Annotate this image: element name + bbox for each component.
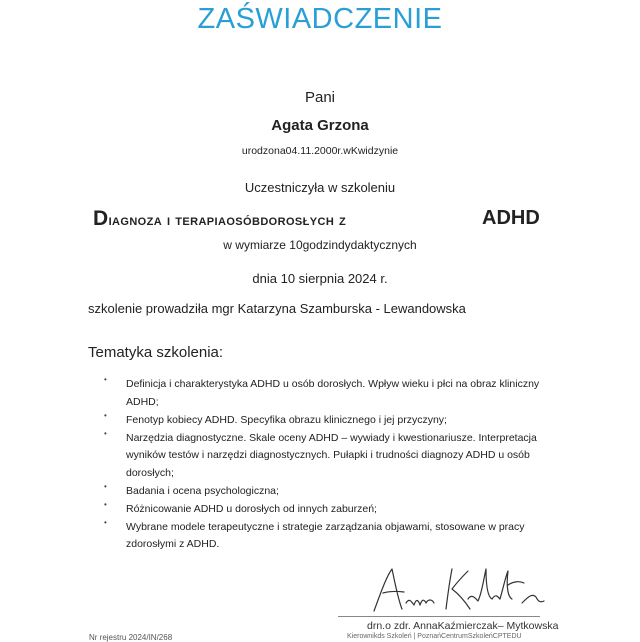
bullet-icon: •: [104, 375, 107, 384]
registry-number: Nr rejestru 2024/IN/268: [89, 633, 173, 642]
course-acronym: ADHD: [482, 207, 540, 229]
topics-list: [104, 376, 544, 554]
bullet-icon: •: [104, 499, 107, 509]
topic-item: [104, 412, 544, 430]
topic-item: [104, 376, 544, 411]
trainer-info: szkolenie prowadziła mgr Katarzyna Szamburska - Lewandowska: [88, 301, 466, 316]
topics-heading: Tematyka szkolenia:: [88, 344, 224, 361]
bullet-icon: •: [104, 481, 107, 491]
recipient-name: Agata Grzona: [271, 117, 369, 134]
signature-line: [338, 616, 540, 617]
course-title-initial: D: [93, 207, 109, 230]
course-scope: w wymiarze 10godzindydaktycznych: [223, 238, 417, 252]
bullet-icon: •: [104, 428, 107, 438]
bullet-icon: •: [104, 410, 107, 420]
participation-statement: Uczestniczyła w szkoleniu: [244, 180, 396, 195]
birth-info: urodzona04.11.2000r.wKwidzynie: [241, 145, 399, 157]
certificate-title: ZAŚWIADCZENIE: [197, 3, 443, 35]
topic-item: [104, 519, 544, 554]
topic-text: Definicja i charakterystyka ADHD u osób dorosłych. Wpływ wieku i płci na obraz kliniczny ADHD;: [126, 378, 540, 408]
salutation: Pani: [304, 89, 336, 106]
handwritten-signature: [372, 563, 548, 615]
topic-item: [104, 483, 544, 501]
course-date: dnia 10 sierpnia 2024 r.: [252, 271, 388, 286]
topic-text: Fenotyp kobiecy ADHD. Specyfika obrazu klinicznego i jej przyczyny;: [126, 413, 447, 426]
course-title-rest: iagnoza i terapiaosóbdorosłych z: [108, 212, 347, 229]
signer-name: drn.o zdr. AnnaKaźmierczak– Mytkowska: [367, 620, 559, 632]
topic-text: Narzędzia diagnostyczne. Skale oceny ADHD – wywiady i kwestionariusze. Interpretacja wyników testów i narzędzi diagnostycznych. Pułapki i trudności diagnozy ADHD u osób dorosłych;: [126, 431, 537, 479]
topic-text: Różnicowanie ADHD u dorosłych od innych zaburzeń;: [126, 502, 377, 515]
topic-text: Badania i ocena psychologiczna;: [126, 484, 279, 497]
topic-item: [104, 501, 544, 519]
course-title: [93, 207, 346, 231]
signer-role: Kierownikds Szkoleń | PoznańCentrumSzkoleńCPTEDU: [347, 633, 522, 640]
bullet-icon: •: [104, 517, 107, 527]
topic-text: Wybrane modele terapeutyczne i strategie zarządzania objawami, stosowane w pracy zdorosłymi z ADHD.: [126, 520, 525, 550]
topic-item: [104, 430, 544, 483]
